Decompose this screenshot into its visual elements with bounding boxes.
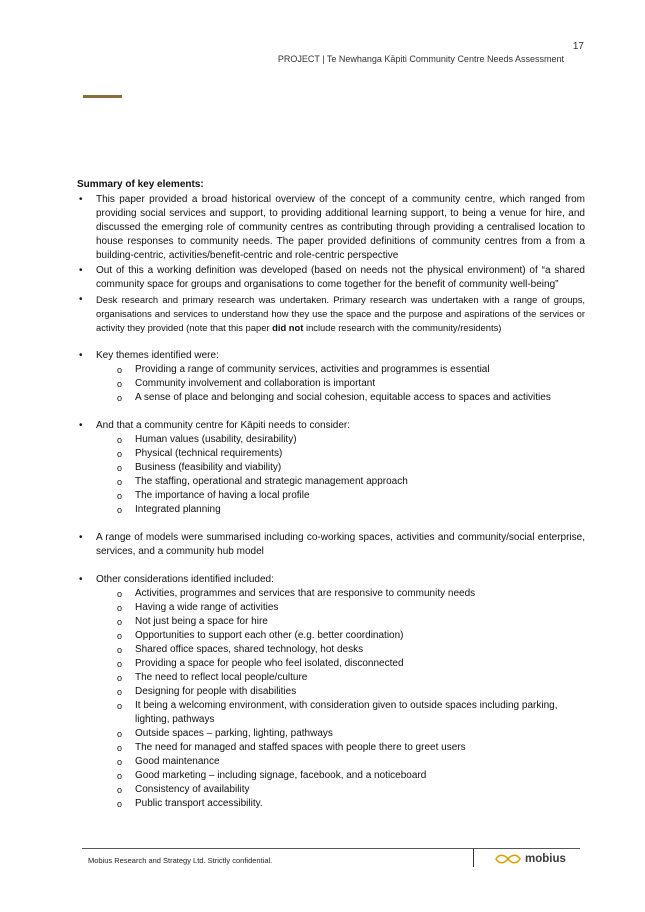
list-item: o Providing a range of community services, activities and programmes is essential — [96, 363, 585, 377]
consider-lead: And that a community centre for Kāpiti needs to consider: — [96, 420, 351, 431]
list-item: o Having a wide range of activities — [96, 601, 585, 615]
list-item: o Outside spaces – parking, lighting, pathways — [96, 727, 585, 741]
logo-wordmark: mobius — [525, 853, 566, 865]
page-number: 17 — [572, 41, 584, 52]
list-item: o It being a welcoming environment, with consideration given to outside spaces including parking, lighting, pathways — [96, 699, 585, 727]
footer-rule — [82, 848, 580, 849]
list-item: o Good marketing – including signage, facebook, and a noticeboard — [96, 769, 585, 783]
list-item: o Activities, programmes and services that are responsive to community needs — [96, 587, 585, 601]
research-text-b: include research with the community/residents) — [303, 322, 502, 333]
bullet-research — [77, 293, 585, 335]
footer-divider — [473, 849, 474, 867]
list-item: o Opportunities to support each other (e.g. better coordination) — [96, 629, 585, 643]
footer-confidential: Mobius Research and Strategy Ltd. Strictly confidential. — [88, 856, 273, 865]
bullet-overview: • This paper provided a broad historical overview of the concept of a community centre, which ranged from providing social services and support, to providing additional learning support, to being a venue for hire, and discussed the emerging role of community centres as contributing through providing a centralised location to house responses to community needs. The paper provided definitions of community centres from a from a building-centric, activities/benefit-centric and role-centric perspective — [77, 193, 585, 263]
list-item: o Physical (technical requirements) — [96, 447, 585, 461]
section-heading: Summary of key elements: — [77, 179, 204, 190]
list-item: o The need to reflect local people/culture — [96, 671, 585, 685]
key-themes-list — [96, 363, 585, 405]
list-item: o Human values (usability, desirability) — [96, 433, 585, 447]
list-item: o A sense of place and belonging and social cohesion, equitable access to spaces and activities — [96, 391, 585, 405]
list-item: o Designing for people with disabilities — [96, 685, 585, 699]
bullet-models: • A range of models were summarised including co-working spaces, activities and community/social enterprise, services, and a community hub model — [77, 531, 585, 559]
list-item: o Consistency of availability — [96, 783, 585, 797]
key-themes-lead: Key themes identified were: — [96, 350, 219, 361]
bullet-other — [77, 573, 585, 811]
research-text-a: Desk research and primary research was undertaken. Primary research was undertaken with a range of groups, organisations and services to understand how they use the space and the purpose and aspirations of the services or activity they provided (note that this paper — [96, 294, 585, 333]
infinity-icon — [493, 853, 523, 865]
list-item: o Business (feasibility and viability) — [96, 461, 585, 475]
other-lead: Other considerations identified included: — [96, 574, 274, 585]
list-item: o Community involvement and collaboration is important — [96, 377, 585, 391]
bullet-key-themes — [77, 349, 585, 405]
list-item: o Not just being a space for hire — [96, 615, 585, 629]
list-item: o Integrated planning — [96, 503, 585, 517]
list-item: o The staffing, operational and strategic management approach — [96, 475, 585, 489]
list-item: o The importance of having a local profile — [96, 489, 585, 503]
consider-list — [96, 433, 585, 517]
list-item: o The need for managed and staffed spaces with people there to greet users — [96, 741, 585, 755]
accent-bar — [83, 95, 122, 98]
bullet-definition: • Out of this a working definition was developed (based on needs not the physical environment) of “a shared community space for groups and organisations to come together for the benefit of community well-being” — [77, 264, 585, 292]
document-body — [77, 178, 585, 811]
research-text-bold: did not — [272, 322, 304, 333]
mobius-logo — [493, 851, 566, 867]
summary-list — [77, 193, 585, 811]
running-header: PROJECT | Te Newhanga Kāpiti Community Centre Needs Assessment — [277, 54, 564, 64]
list-item: o Good maintenance — [96, 755, 585, 769]
list-item: o Providing a space for people who feel isolated, disconnected — [96, 657, 585, 671]
bullet-consider — [77, 419, 585, 517]
list-item: o Shared office spaces, shared technology, hot desks — [96, 643, 585, 657]
list-item: o Public transport accessibility. — [96, 797, 585, 811]
other-list — [96, 587, 585, 811]
